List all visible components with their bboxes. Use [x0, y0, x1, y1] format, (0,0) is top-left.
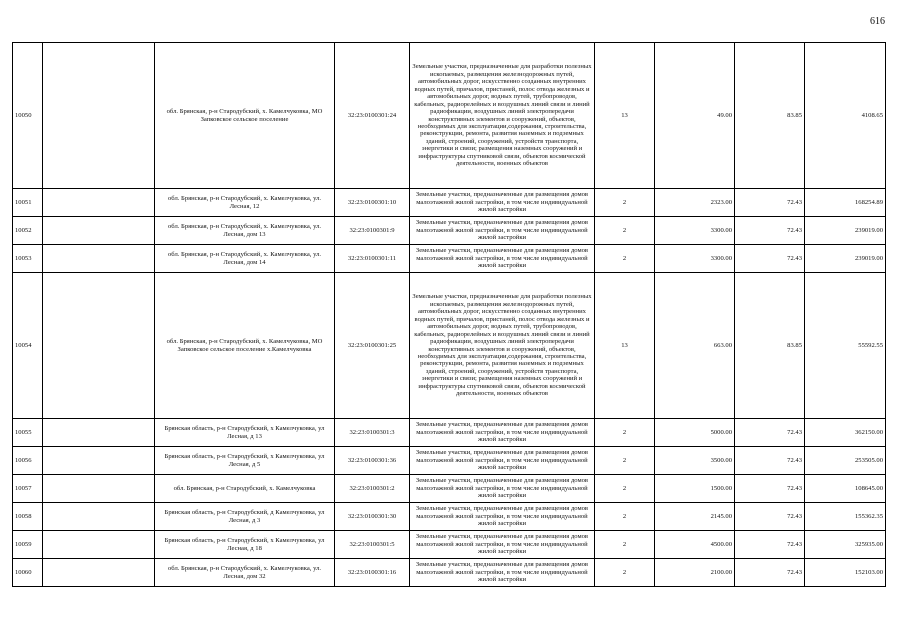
category-cell: 2	[595, 245, 655, 273]
category-cell: 2	[595, 447, 655, 475]
land-use-cell: Земельные участки, предназначенные для размещения домов малоэтажной жилой застройки, в том числе индивидуальной жилой застройки	[410, 419, 595, 447]
table-row	[13, 43, 886, 189]
category-cell: 2	[595, 419, 655, 447]
cadastral-value-cell: 168254.89	[805, 189, 886, 217]
empty-cell	[43, 531, 155, 559]
row-id: 10051	[13, 189, 43, 217]
address-cell: обл. Брянская, р-н Стародубский, х. Камелчуковка, ул. Лесная, 12	[155, 189, 335, 217]
empty-cell	[43, 273, 155, 419]
row-id: 10059	[13, 531, 43, 559]
rate-cell: 72.43	[735, 559, 805, 587]
land-use-cell: Земельные участки, предназначенные для разработки полезных ископаемых, размещения железнодорожных путей, автомобильных дорог, искусственно созданных внутренних водных путей, причалов, пристаней, полос отвода железных и автомобильных дорог, водных путей, трубопроводов, кабельных, радиорелейных и воздушных линий связи и линий радиофикации, воздушных линий электропередачи конструктивных элементов и сооружений, объектов, необходимых для эксплуатации,содержания, строительства, реконструкции, ремонта, развития наземных и подземных зданий, строений, сооружений, устройств транспорта, энергетики и связи; размещения наземных сооружений и инфраструктуры спутниковой связи, объектов космической деятельности, военных объектов	[410, 273, 595, 419]
cadastral-value-cell: 253505.00	[805, 447, 886, 475]
cadastral-number-cell: 32:23:0100301:10	[335, 189, 410, 217]
rate-cell: 83.85	[735, 43, 805, 189]
empty-cell	[43, 189, 155, 217]
address-cell: обл. Брянская, р-н Стародубский, х. Камелчуковка, ул. Лесная, дом 32	[155, 559, 335, 587]
land-use-cell: Земельные участки, предназначенные для размещения домов малоэтажной жилой застройки, в том числе индивидуальной жилой застройки	[410, 559, 595, 587]
page-number: 616	[870, 16, 885, 27]
empty-cell	[43, 475, 155, 503]
rate-cell: 72.43	[735, 531, 805, 559]
table-row	[13, 419, 886, 447]
table-row	[13, 475, 886, 503]
cadastral-value-cell: 239019.00	[805, 245, 886, 273]
area-cell: 49.00	[655, 43, 735, 189]
address-cell: обл. Брянская, р-н Стародубский, х. Камелчуковка, ул. Лесная, дом 13	[155, 217, 335, 245]
row-id: 10056	[13, 447, 43, 475]
table-row	[13, 217, 886, 245]
area-cell: 3500.00	[655, 447, 735, 475]
area-cell: 663.00	[655, 273, 735, 419]
row-id: 10057	[13, 475, 43, 503]
cadastral-number-cell: 32:23:0100301:3	[335, 419, 410, 447]
category-cell: 2	[595, 531, 655, 559]
cadastral-value-table	[12, 42, 886, 587]
cadastral-value-cell: 239019.00	[805, 217, 886, 245]
rate-cell: 72.43	[735, 475, 805, 503]
area-cell: 2323.00	[655, 189, 735, 217]
area-cell: 3300.00	[655, 217, 735, 245]
address-cell: Брянская область, р-н Стародубский, х Камелчуковка, ул Лесная, д 18	[155, 531, 335, 559]
table-row	[13, 245, 886, 273]
empty-cell	[43, 559, 155, 587]
table-row	[13, 531, 886, 559]
address-cell: обл. Брянская, р-н Стародубский, х. Камелчуковка, ул. Лесная, дом 14	[155, 245, 335, 273]
cadastral-value-cell: 155362.35	[805, 503, 886, 531]
cadastral-value-cell: 362150.00	[805, 419, 886, 447]
cadastral-number-cell: 32:23:0100301:5	[335, 531, 410, 559]
land-use-cell: Земельные участки, предназначенные для разработки полезных ископаемых, размещения железнодорожных путей, автомобильных дорог, искусственно созданных внутренних водных путей, причалов, пристаней, полос отвода железных и автомобильных дорог, водных путей, трубопроводов, кабельных, радиорелейных и воздушных линий связи и линий радиофикации, воздушных линий электропередачи конструктивных элементов и сооружений, объектов, необходимых для эксплуатации,содержания, строительства, реконструкции, ремонта, развития наземных и подземных зданий, строений, сооружений, устройств транспорта, энергетики и связи; размещения наземных сооружений и инфраструктуры спутниковой связи, объектов космической деятельности, военных объектов	[410, 43, 595, 189]
row-id: 10050	[13, 43, 43, 189]
empty-cell	[43, 447, 155, 475]
cadastral-value-cell: 4108.65	[805, 43, 886, 189]
address-cell: Брянская область, р-н Стародубский, д Камелчуковка, ул Лесная, д 3	[155, 503, 335, 531]
land-use-cell: Земельные участки, предназначенные для размещения домов малоэтажной жилой застройки, в том числе индивидуальной жилой застройки	[410, 447, 595, 475]
table-row	[13, 273, 886, 419]
land-use-cell: Земельные участки, предназначенные для размещения домов малоэтажной жилой застройки, в том числе индивидуальной жилой застройки	[410, 189, 595, 217]
row-id: 10055	[13, 419, 43, 447]
area-cell: 2100.00	[655, 559, 735, 587]
row-id: 10053	[13, 245, 43, 273]
rate-cell: 72.43	[735, 503, 805, 531]
empty-cell	[43, 503, 155, 531]
address-cell: Брянская область, р-н Стародубский, х Камелчуковка, ул Лесная, д 13	[155, 419, 335, 447]
land-use-cell: Земельные участки, предназначенные для размещения домов малоэтажной жилой застройки, в том числе индивидуальной жилой застройки	[410, 503, 595, 531]
category-cell: 2	[595, 503, 655, 531]
table-row	[13, 447, 886, 475]
land-use-cell: Земельные участки, предназначенные для размещения домов малоэтажной жилой застройки, в том числе индивидуальной жилой застройки	[410, 475, 595, 503]
category-cell: 2	[595, 217, 655, 245]
rate-cell: 72.43	[735, 217, 805, 245]
cadastral-number-cell: 32:23:0100301:2	[335, 475, 410, 503]
cadastral-number-cell: 32:23:0100301:24	[335, 43, 410, 189]
cadastral-number-cell: 32:23:0100301:11	[335, 245, 410, 273]
table-row	[13, 503, 886, 531]
cadastral-value-cell: 55592.55	[805, 273, 886, 419]
cadastral-number-cell: 32:23:0100301:25	[335, 273, 410, 419]
empty-cell	[43, 217, 155, 245]
cadastral-number-cell: 32:23:0100301:16	[335, 559, 410, 587]
address-cell: Брянская область, р-н Стародубский, х Камелчуковка, ул Лесная, д 5	[155, 447, 335, 475]
address-cell: обл. Брянская, р-н Стародубский, х. Камелчуковка, МО Запковское сельское поселение х.Камелчуковка	[155, 273, 335, 419]
area-cell: 1500.00	[655, 475, 735, 503]
category-cell: 13	[595, 273, 655, 419]
row-id: 10060	[13, 559, 43, 587]
area-cell: 5000.00	[655, 419, 735, 447]
cadastral-number-cell: 32:23:0100301:30	[335, 503, 410, 531]
rate-cell: 83.85	[735, 273, 805, 419]
category-cell: 2	[595, 475, 655, 503]
area-cell: 4500.00	[655, 531, 735, 559]
row-id: 10058	[13, 503, 43, 531]
rate-cell: 72.43	[735, 245, 805, 273]
cadastral-value-cell: 325935.00	[805, 531, 886, 559]
rate-cell: 72.43	[735, 419, 805, 447]
category-cell: 2	[595, 559, 655, 587]
table-row	[13, 189, 886, 217]
cadastral-value-cell: 152103.00	[805, 559, 886, 587]
address-cell: обл. Брянская, р-н Стародубский, х. Камелчуковка	[155, 475, 335, 503]
empty-cell	[43, 419, 155, 447]
address-cell: обл. Брянская, р-н Стародубский, х. Камелчуковка, МО Запковское сельское поселение	[155, 43, 335, 189]
area-cell: 2145.00	[655, 503, 735, 531]
empty-cell	[43, 43, 155, 189]
land-use-cell: Земельные участки, предназначенные для размещения домов малоэтажной жилой застройки, в том числе индивидуальной жилой застройки	[410, 217, 595, 245]
empty-cell	[43, 245, 155, 273]
rate-cell: 72.43	[735, 447, 805, 475]
area-cell: 3300.00	[655, 245, 735, 273]
land-use-cell: Земельные участки, предназначенные для размещения домов малоэтажной жилой застройки, в том числе индивидуальной жилой застройки	[410, 245, 595, 273]
category-cell: 13	[595, 43, 655, 189]
table-row	[13, 559, 886, 587]
cadastral-number-cell: 32:23:0100301:9	[335, 217, 410, 245]
rate-cell: 72.43	[735, 189, 805, 217]
row-id: 10054	[13, 273, 43, 419]
category-cell: 2	[595, 189, 655, 217]
row-id: 10052	[13, 217, 43, 245]
land-use-cell: Земельные участки, предназначенные для размещения домов малоэтажной жилой застройки, в том числе индивидуальной жилой застройки	[410, 531, 595, 559]
cadastral-value-cell: 108645.00	[805, 475, 886, 503]
cadastral-number-cell: 32:23:0100301:36	[335, 447, 410, 475]
